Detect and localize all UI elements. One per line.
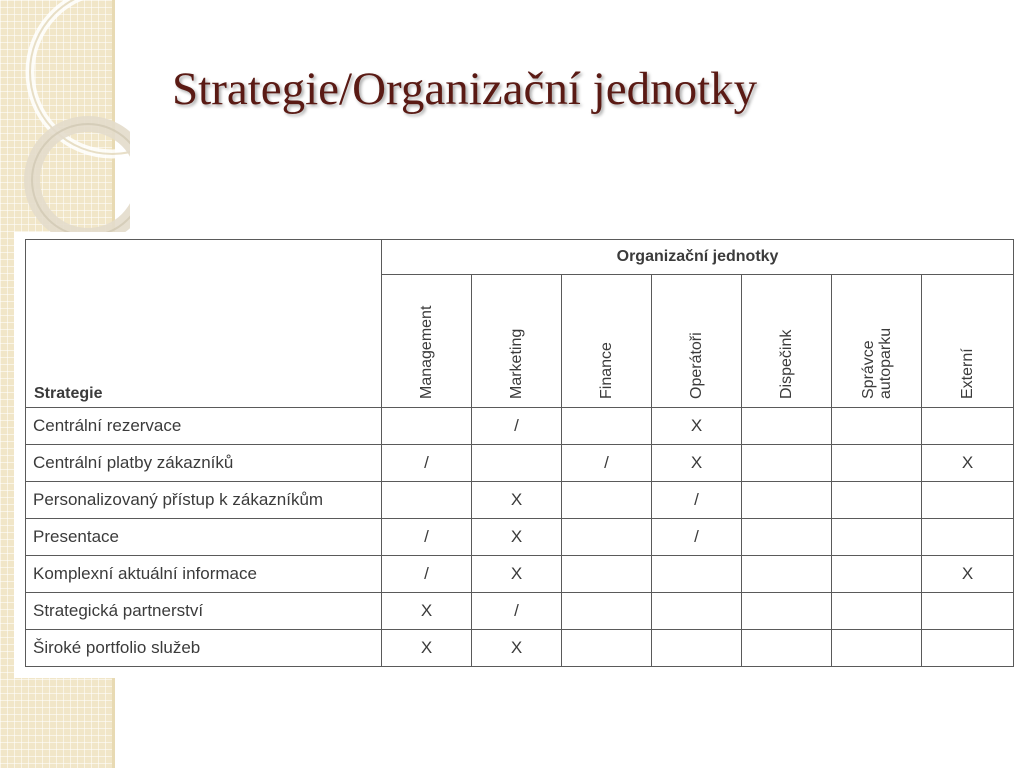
- org-units-group-header: Organizační jednotky: [382, 240, 1014, 275]
- table-row: [26, 556, 1014, 593]
- table-cell: [832, 519, 922, 556]
- table-row: [26, 630, 1014, 667]
- table-row: [26, 408, 1014, 445]
- table-cell: [742, 593, 832, 630]
- table-cell: [562, 556, 652, 593]
- row-label: Strategická partnerství: [26, 593, 382, 630]
- slide-title: Strategie/Organizační jednotky: [172, 63, 758, 115]
- column-header-label: Management: [417, 305, 435, 399]
- table-row: [26, 445, 1014, 482]
- table-cell: [922, 593, 1014, 630]
- table-cell: X: [652, 408, 742, 445]
- table-cell: /: [382, 445, 472, 482]
- table-cell: [652, 593, 742, 630]
- table-cell: [562, 519, 652, 556]
- table-cell: X: [922, 556, 1014, 593]
- table-cell: [922, 519, 1014, 556]
- table-cell: [472, 445, 562, 482]
- table-cell: /: [472, 408, 562, 445]
- table-cell: X: [382, 630, 472, 667]
- column-header-externi: [922, 275, 1014, 408]
- column-header-label: Operátoři: [687, 332, 705, 399]
- table-cell: [742, 630, 832, 667]
- table-cell: [742, 445, 832, 482]
- table-cell: /: [382, 556, 472, 593]
- column-header-finance: [562, 275, 652, 408]
- table-cell: [742, 482, 832, 519]
- table-cell: [832, 630, 922, 667]
- row-label: Centrální platby zákazníků: [26, 445, 382, 482]
- strategy-column-header: Strategie: [26, 240, 382, 408]
- table-cell: [562, 408, 652, 445]
- row-label: Personalizovaný přístup k zákazníkům: [26, 482, 382, 519]
- column-header-label: Správce autoparku: [859, 327, 894, 399]
- table-cell: [562, 593, 652, 630]
- row-label: Široké portfolio služeb: [26, 630, 382, 667]
- table-cell: [922, 630, 1014, 667]
- column-header-spravce-autoparku: [832, 275, 922, 408]
- table-row: [26, 593, 1014, 630]
- column-header-label: Finance: [597, 342, 615, 399]
- table-cell: [742, 519, 832, 556]
- table-cell: X: [922, 445, 1014, 482]
- table-cell: /: [652, 482, 742, 519]
- column-header-dispecink: [742, 275, 832, 408]
- table-cell: [652, 556, 742, 593]
- table-cell: [382, 408, 472, 445]
- decorative-rings: [0, 0, 130, 260]
- column-header-management: [382, 275, 472, 408]
- table-cell: [832, 445, 922, 482]
- table-cell: /: [562, 445, 652, 482]
- table-cell: X: [472, 630, 562, 667]
- column-header-marketing: [472, 275, 562, 408]
- table-cell: X: [652, 445, 742, 482]
- row-label: Komplexní aktuální informace: [26, 556, 382, 593]
- column-header-label: Marketing: [507, 328, 525, 399]
- table-cell: [742, 408, 832, 445]
- column-header-operatori: [652, 275, 742, 408]
- table-row: [26, 519, 1014, 556]
- table-cell: [922, 408, 1014, 445]
- table-cell: [742, 556, 832, 593]
- table-cell: X: [382, 593, 472, 630]
- table-cell: [562, 482, 652, 519]
- row-label: Centrální rezervace: [26, 408, 382, 445]
- table-row: [26, 482, 1014, 519]
- row-label: Presentace: [26, 519, 382, 556]
- table-cell: [832, 593, 922, 630]
- table-cell: [922, 482, 1014, 519]
- table-cell: /: [472, 593, 562, 630]
- strategy-unit-table: [25, 239, 1014, 667]
- table-cell: /: [652, 519, 742, 556]
- table-cell: [562, 630, 652, 667]
- table-cell: [382, 482, 472, 519]
- table-cell: X: [472, 482, 562, 519]
- table-cell: [832, 408, 922, 445]
- column-header-label: Externí: [958, 348, 976, 399]
- column-header-label: Dispečink: [777, 329, 795, 399]
- table-cell: [832, 482, 922, 519]
- table-cell: [832, 556, 922, 593]
- table-cell: X: [472, 556, 562, 593]
- table-cell: [652, 630, 742, 667]
- table-cell: /: [382, 519, 472, 556]
- table-cell: X: [472, 519, 562, 556]
